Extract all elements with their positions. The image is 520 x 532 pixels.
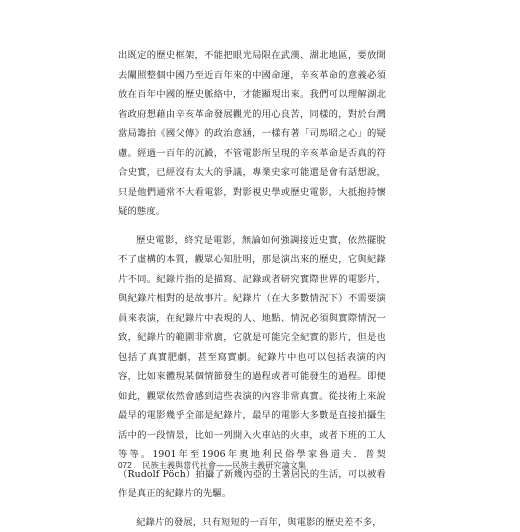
running-title: 民族主義與當代社會——民族主義研究論文集 [142, 460, 306, 470]
page-footer [118, 460, 306, 471]
paragraph-continued: 出既定的歷史框架，不能把眼光局限在武漢、湖北地區，要放開去闡照整個中國乃至近百年來的中國命運，辛亥革命的意義必須放在百年中國的歷史脈絡中，才能顯現出來。我們可以理解湖北省政府想藉由辛亥革命發展觀光的用心良苦，同樣的，對於台灣當局籌拍《國父傳》的政治意涵，一樣有著「司馬昭之心」的疑慮。經過一百年的沉澱，不管電影所呈現的辛亥革命是否真的符合史實，已經沒有太大的爭議，專業史家可能還是會有話想說，只是他們通常不大看電影，對影視史學或歷史電影，大抵抱持懷疑的態度。 [118, 46, 386, 222]
paragraph-historical-film: 歷史電影，終究是電影，無論如何強調接近史實，依然擺脫不了虛構的本質，觀眾心知肚明，那是演出來的歷史，它與紀錄片不同。紀錄片指的是描寫、記錄或者研究實際世界的電影片，與紀錄片相對的是故事片。紀錄片（在大多數情況下）不需要演員來表演，在紀錄片中表現的人、地點、情況必須與實際情況一致，紀錄片的範圍非常廣，它就是可能完全紀實的影片，但是也包括了真實肥劇，甚至寫實劇。紀錄片中也可以包括表演的內容，比如來體現某個情節發生的過程或者可能發生的過程。即便如此，觀眾依然會感到這些表演的內容非常真實。從技術上來說最早的電影幾乎全部是紀錄片，最早的電影大多數是直接拍攝生活中的一段情景，比如一列開入火車站的火車，或者下班的工人等等。1901年至1906年奧地利民俗學家魯道夫．普契（Rudolf Pöch）拍攝了新幾內亞的土著居民的生活，可以被看作是真正的紀錄片的先驅。 [118, 231, 386, 504]
page-number: 072 [118, 461, 132, 470]
paragraph-documentary-development: 紀錄片的發展，只有短短的一百年，與電影的歷史差不多， [118, 513, 386, 532]
